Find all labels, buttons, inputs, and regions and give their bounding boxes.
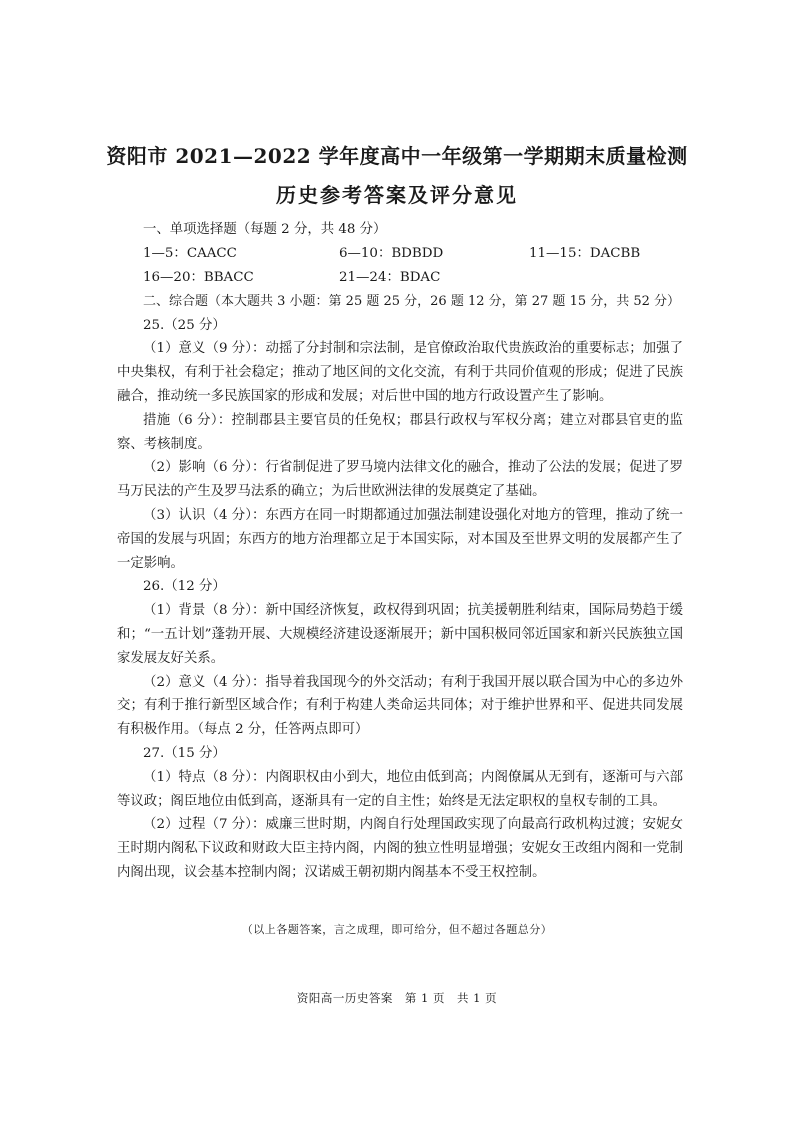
- q25-part2-impact: （2）影响（6 分）：行省制促进了罗马境内法律文化的融合，推动了公法的发展；促进了罗马万民法的产生及罗马法系的确立；为后世欧洲法律的发展奠定了基础。: [117, 460, 683, 500]
- q26-part1-background: （1）背景（8 分）：新中国经济恢复，政权得到巩固；抗美援朝胜利结束，国际局势趋于缓和；“一五计划”蓬勃开展、大规模经济建设逐渐展开；新中国积极同邻近国家和新兴民族独立国家发展友好关系。: [117, 603, 683, 666]
- mc-answer-16-20: 16—20：BBACC: [143, 269, 254, 285]
- q26-part2-significance: （2）意义（4 分）：指导着我国现今的外交活动；有利于我国开展以联合国为中心的多边外交；有利于推行新型区域合作；有利于构建人类命运共同体；对于维护世界和平、促进共同发展有积极作用。（每点 2 分，任答两点即可）: [117, 674, 683, 738]
- mc-answer-1-5: 1—5：CAACC: [143, 245, 237, 261]
- mc-answer-11-15: 11—15：DACBB: [529, 245, 641, 261]
- q25-heading: 25.（25 分）: [143, 317, 226, 333]
- section2-heading: 二、综合题（本大题共 3 小题：第 25 题 25 分，26 题 12 分，第 27 题 15 分，共 52 分）: [143, 293, 681, 309]
- document-title: 资阳市 2021—2022 学年度高中一年级第一学期期末质量检测: [106, 144, 688, 168]
- q27-part1-features: （1）特点（8 分）：内阁职权由小到大，地位由低到高；内阁僚属从无到有，逐渐可与六部等议政；阁臣地位由低到高，逐渐具有一定的自主性；始终是无法定职权的皇权专制的工具。: [117, 769, 683, 809]
- page-footer: 资阳高一历史答案 第 1 页 共 1 页: [296, 991, 498, 1005]
- q25-part3-understanding: （3）认识（4 分）：东西方在同一时期都通过加强法制建设强化对地方的管理，推动了统一帝国的发展与巩固；东西方的地方治理都立足于本国实际，对本国及至世界文明的发展都产生了一定影响。: [117, 507, 683, 571]
- scoring-note: （以上各题答案，言之成理，即可给分，但不超过各题总分）: [241, 923, 553, 936]
- section1-heading: 一、单项选择题（每题 2 分，共 48 分）: [143, 222, 387, 237]
- mc-answer-6-10: 6—10：BDBDD: [339, 245, 444, 261]
- answer-body: [117, 218, 683, 885]
- mc-answers-row-1: [143, 242, 683, 266]
- q27-part2-process: （2）过程（7 分）：威廉三世时期，内阁自行处理国政实现了向最高行政机构过渡；安妮女王时期内阁私下议政和财政大臣主持内阁，内阁的独立性明显增强；安妮女王改组内阁和一党制内阁出现，议会基本控制内阁；汉诺威王朝初期内阁基本不受王权控制。: [117, 817, 683, 880]
- q27-heading: 27.（15 分）: [143, 745, 226, 761]
- q25-measures: 措施（6 分）：控制郡县主要官员的任免权；郡县行政权与军权分离；建立对郡县官吏的监察、考核制度。: [117, 412, 683, 452]
- q26-heading: 26.（12 分）: [143, 579, 226, 595]
- document-subtitle: 历史参考答案及评分意见: [276, 183, 518, 207]
- mc-answer-21-24: 21—24：BDAC: [339, 269, 441, 285]
- q25-part1-significance: （1）意义（9 分）：动摇了分封制和宗法制，是官僚政治取代贵族政治的重要标志；加强了中央集权，有利于社会稳定；推动了地区间的文化交流，有利于共同价值观的形成；促进了民族融合，推动统一多民族国家的形成和发展；对后世中国的地方行政设置产生了影响。: [117, 341, 683, 404]
- mc-answers-row-2: [143, 266, 683, 290]
